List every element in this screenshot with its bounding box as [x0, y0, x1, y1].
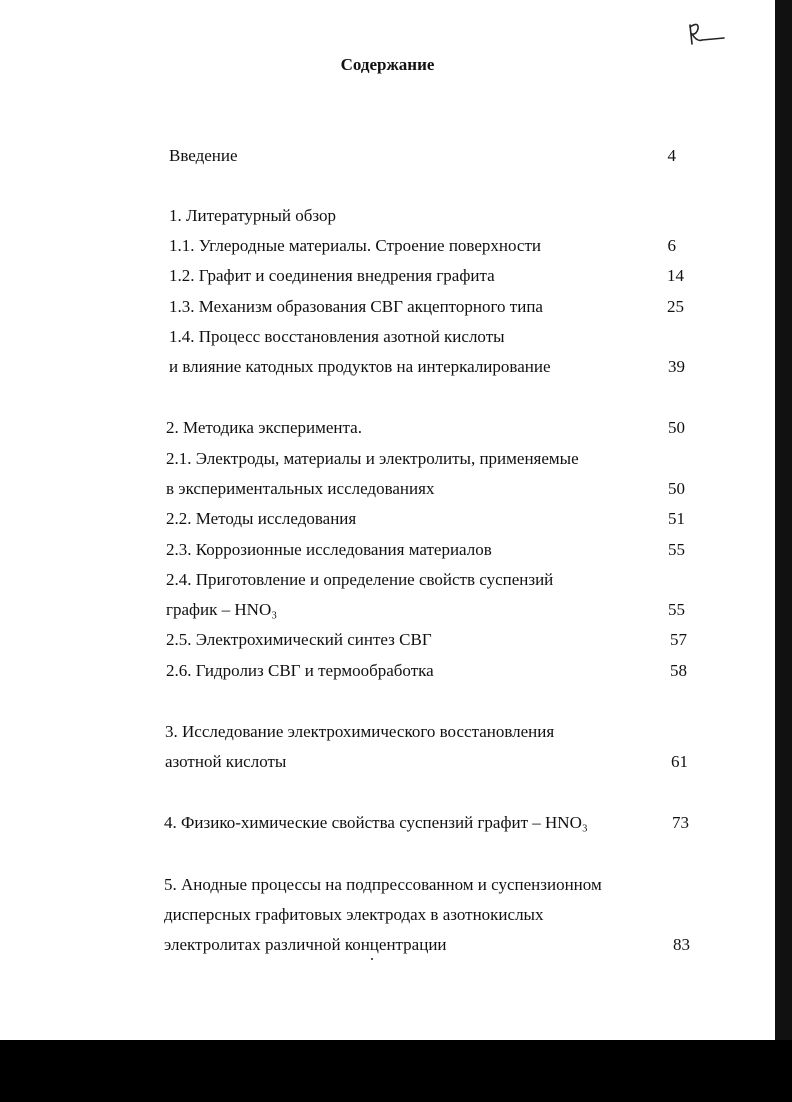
toc-entry-text: 2.1. Электроды, материалы и электролиты, применяемые: [166, 449, 579, 468]
toc-entry-page: 51: [668, 509, 685, 528]
toc-entry-text: 2.3. Коррозионные исследования материалов: [166, 540, 492, 559]
scan-edge-bottom: [0, 1040, 792, 1102]
toc-entry-text: 2. Методика эксперимента.: [166, 418, 362, 437]
toc-entry-page: 61: [671, 752, 688, 771]
scan-edge-right: [775, 0, 792, 1040]
toc-entry-text: электролитах различной концентрации: [164, 935, 447, 954]
toc-entry-page: 50: [668, 418, 685, 437]
toc-entry-text: Введение: [169, 146, 238, 165]
toc-entry-text: 1.3. Механизм образования СВГ акцепторного типа: [169, 297, 543, 316]
toc-entry-text: график – HNO₃: [166, 600, 278, 619]
toc-entry-text: 2.2. Методы исследования: [166, 509, 357, 528]
toc-entry-page: 4: [667, 146, 676, 165]
toc-entry-page: 57: [670, 630, 687, 649]
toc-entry-text: азотной кислоты: [165, 752, 287, 771]
toc-entry-text: 1.1. Углеродные материалы. Строение поверхности: [169, 236, 541, 255]
toc-entry-page: 50: [668, 479, 685, 498]
toc-entry-text: 5. Анодные процессы на подпрессованном и суспензионном: [164, 875, 602, 894]
toc-entry-text: 2.5. Электрохимический синтез СВГ: [166, 630, 432, 649]
toc-entry-text: дисперсных графитовых электродах в азотнокислых: [164, 905, 544, 924]
toc-entry-text: 1.2. Графит и соединения внедрения графита: [169, 266, 495, 285]
scan-speck: [371, 958, 373, 960]
toc-entry-page: 6: [667, 236, 676, 255]
toc-entry-text: в экспериментальных исследованиях: [166, 479, 435, 498]
toc-entry-text: 3. Исследование электрохимического восстановления: [165, 722, 555, 741]
handwritten-initial-mark: [686, 22, 728, 48]
toc-entry-page: 83: [673, 935, 690, 954]
toc-entry-page: 55: [668, 540, 685, 559]
toc-entry-page: 25: [667, 297, 684, 316]
toc-entry-text: и влияние катодных продуктов на интеркалирование: [169, 357, 551, 376]
toc-entry-page: 55: [668, 600, 685, 619]
toc-entry-text: 2.4. Приготовление и определение свойств суспензий: [166, 570, 554, 589]
toc-title: Содержание: [340, 55, 435, 74]
toc-entry-page: 39: [668, 357, 685, 376]
toc-entry-text: 4. Физико-химические свойства суспензий графит – HNO₃: [164, 813, 588, 832]
toc-entry-text: 2.6. Гидролиз СВГ и термообработка: [166, 661, 434, 680]
toc-entry-page: 58: [670, 661, 687, 680]
toc-entry-text: 1.4. Процесс восстановления азотной кислоты: [169, 327, 505, 346]
toc-entry-page: 14: [667, 266, 684, 285]
toc-entry-page: 73: [672, 813, 689, 832]
toc-entry-text: 1. Литературный обзор: [169, 206, 337, 225]
